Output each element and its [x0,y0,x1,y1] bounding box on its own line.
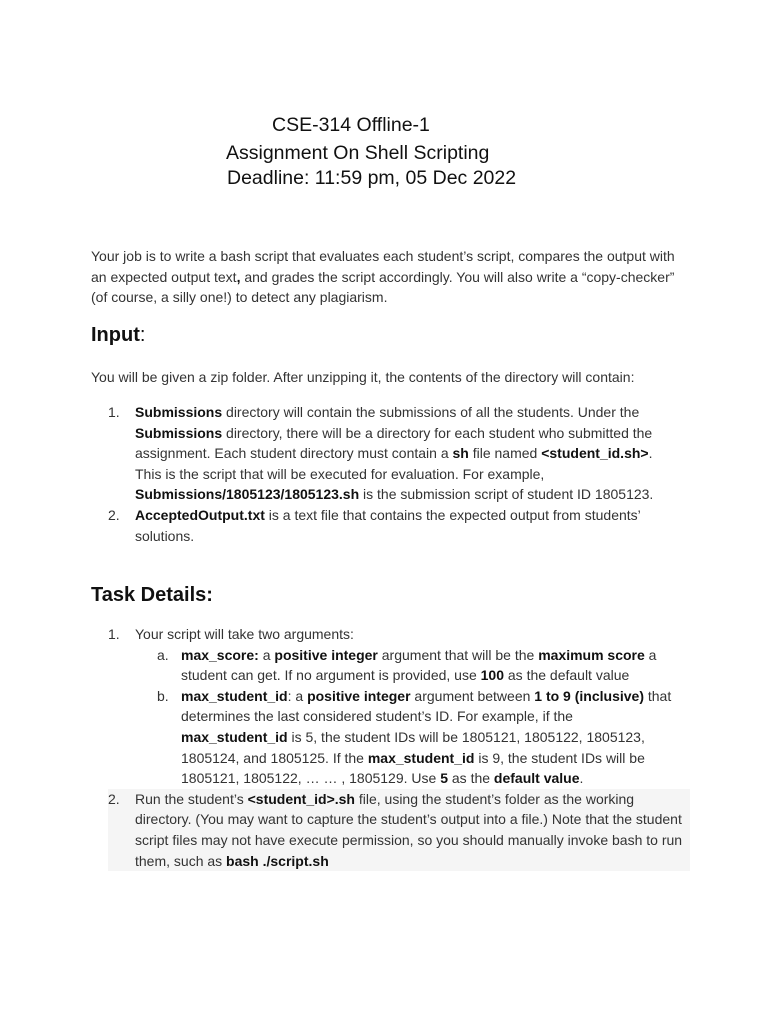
input-list [108,402,680,546]
task-details-heading: Task Details: [91,584,213,606]
intro-paragraph: Your job is to write a bash script that evaluates each student’s script, compares the output with an expected output text, and grades the script accordingly. You will also write a “copy-checker” (of course, a silly one!) to detect any plagiarism. [91,248,675,306]
task-list [108,624,683,871]
assignment-title: Assignment On Shell Scripting [226,142,490,164]
list-item: 2. AcceptedOutput.txt is a text file that contains the expected output from students’ solutions. [108,506,641,544]
course-title: CSE-314 Offline-1 [272,114,430,136]
deadline: Deadline: 11:59 pm, 05 Dec 2022 [227,167,517,189]
list-item: 1. Your script will take two arguments: a. max_score: a positive integer argument that will be the maximum score a student can get. If no argument is provided, use 100 as the default value b. max_student_id: a positive integer argument between 1 to 9 (inclusive) that determines the last considered student’s ID. For example, if the max_student_id is 5, the student IDs will be 1805121, 1805122, 1805123, 1805124, and 1805125. If the max_student_id is 9, the student IDs will be 1805121, 1805122, … … , 1805129. Use 5 as the default value. [108,624,680,789]
input-intro-text: You will be given a zip folder. After unzipping it, the contents of the directory will contain: [91,369,635,385]
sub-list-item: b. max_student_id: a positive integer argument between 1 to 9 (inclusive) that determines the last considered student’s ID. For example, if the max_student_id is 5, the student IDs will be 1805121, 1805122, 1805123, 1805124, and 1805125. If the max_student_id is 9, the student IDs will be 1805121, 1805122, … … , 1805129. Use 5 as the default value. [157,687,672,787]
sub-list [135,645,680,789]
input-heading: Input: [91,324,146,346]
list-item: 1. Submissions directory will contain the submissions of all the students. Under the Submissions directory, there will be a directory for each student who submitted the assignment. Each student directory must contain a sh file named <student_id.sh>. This is the script that will be executed for evaluation. For example, Submissions/1805123/1805123.sh is the submission script of student ID 1805123. [108,404,654,503]
list-item: 2. Run the student’s <student_id>.sh file, using the student’s folder as the working directory. (You may want to capture the student’s output into a file.) Note that the student script files may not have execute permission, so you should manually invoke bash to run them, such as bash ./script.sh [108,789,680,871]
sub-list-item: a. max_score: a positive integer argument that will be the maximum score a student can get. If no argument is provided, use 100 as the default value [157,646,657,684]
